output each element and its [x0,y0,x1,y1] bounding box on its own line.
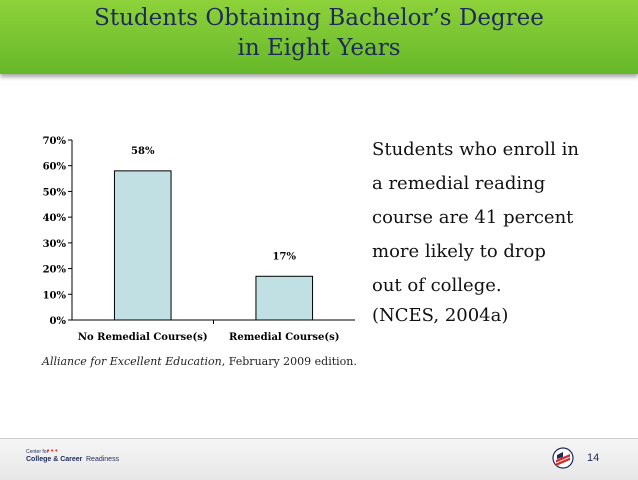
brand-dots-icon: ••• [46,447,59,455]
y-tick-label: 20% [42,264,66,276]
bar [256,276,313,320]
page-number: 14 [587,452,600,464]
y-tick-label: 40% [42,213,66,225]
note-line-6: (NCES, 2004a) [372,305,509,326]
source-citation [42,355,357,368]
y-tick-label: 30% [42,238,66,250]
brand-center-for: Center for [26,449,49,455]
y-tick-label: 10% [42,290,66,302]
bar-data-label: 58% [131,145,155,157]
bar [114,171,171,320]
slide-title-line-2: in Eight Years [237,35,401,61]
source-italic: Alliance for Excellent Education [42,355,222,368]
y-tick-label: 50% [42,187,66,199]
bar-data-label: 17% [272,251,296,263]
note-line-1: Students who enroll in [372,139,579,160]
brand-readiness: Readiness [86,456,120,463]
y-tick-label: 70% [42,136,66,147]
note-line-5: out of college. [372,275,502,296]
slide-title-line-1: Students Obtaining Bachelor’s Degree [94,5,544,31]
brand-college-career: College & Career [26,456,83,463]
y-tick-label: 60% [42,161,66,173]
note-line-3: course are 41 percent [372,207,574,228]
note-line-2: a remedial reading [372,173,546,194]
source-rest: , February 2009 edition. [221,355,357,368]
flag-seal-icon [552,447,574,469]
x-category-label: Remedial Course(s) [229,332,340,343]
x-category-label: No Remedial Course(s) [77,332,208,343]
note-line-4: more likely to drop [372,241,546,262]
y-tick-label: 0% [49,316,66,327]
